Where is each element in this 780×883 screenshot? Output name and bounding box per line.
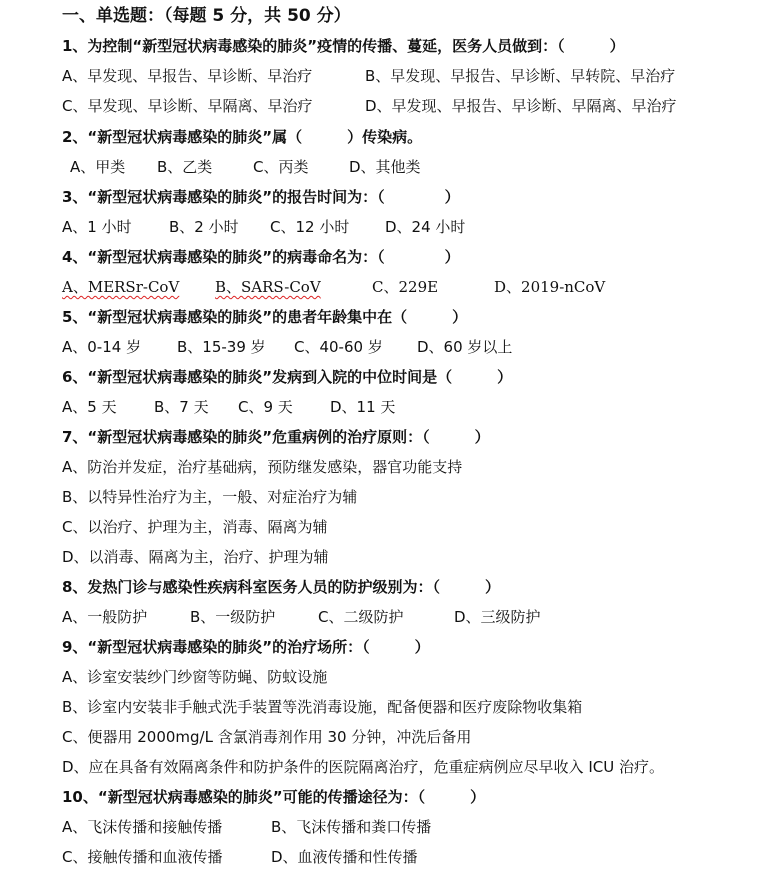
- question-4-option-b[interactable]: B、SARS-CoV: [215, 278, 321, 296]
- question-8-option-b[interactable]: B、一级防护: [190, 608, 276, 626]
- question-1-option-a[interactable]: A、早发现、早报告、早诊断、早治疗: [62, 67, 313, 85]
- question-8-option-a[interactable]: A、一般防护: [62, 608, 148, 626]
- question-5-option-d[interactable]: D、60 岁以上: [417, 338, 513, 356]
- question-9-option-b[interactable]: B、诊室内安装非手触式洗手装置等洗消毒设施，配备便器和医疗废除物收集箱: [62, 698, 583, 716]
- question-9-option-a[interactable]: A、诊室安装纱门纱窗等防蝇、防蚊设施: [62, 668, 328, 686]
- question-5-stem: 5、“新型冠状病毒感染的肺炎”的患者年龄集中在（ ）: [62, 308, 468, 326]
- question-5-option-a[interactable]: A、0-14 岁: [62, 338, 142, 356]
- question-3-stem: 3、“新型冠状病毒感染的肺炎”的报告时间为：（ ）: [62, 188, 460, 206]
- question-4-option-a[interactable]: A、MERSr-CoV: [62, 278, 180, 296]
- question-7-option-a[interactable]: A、防治并发症，治疗基础病，预防继发感染，器官功能支持: [62, 458, 463, 476]
- question-2-option-a[interactable]: A、甲类: [70, 158, 126, 176]
- question-1-option-b[interactable]: B、早发现、早报告、早诊断、早转院、早治疗: [365, 67, 676, 85]
- question-2-option-b[interactable]: B、乙类: [157, 158, 213, 176]
- question-10-options-row-1: [62, 816, 762, 838]
- question-3-option-a[interactable]: A、1 小时: [62, 218, 132, 236]
- question-2-option-c[interactable]: C、丙类: [253, 158, 309, 176]
- question-5-option-b[interactable]: B、15-39 岁: [177, 338, 266, 356]
- question-4-option-c[interactable]: C、229E: [372, 278, 439, 296]
- question-7-stem: 7、“新型冠状病毒感染的肺炎”危重病例的治疗原则：（ ）: [62, 428, 490, 446]
- question-9-option-c[interactable]: C、便器用 2000mg/L 含氯消毒剂作用 30 分钟，冲洗后备用: [62, 728, 472, 746]
- question-1-option-d[interactable]: D、早发现、早报告、早诊断、早隔离、早治疗: [365, 97, 677, 115]
- section-title: 一、单选题：（每题 5 分，共 50 分）: [62, 6, 351, 26]
- question-2-options: [62, 156, 762, 178]
- question-6-option-b[interactable]: B、7 天: [154, 398, 209, 416]
- question-3-option-b[interactable]: B、2 小时: [169, 218, 239, 236]
- question-1-option-c[interactable]: C、早发现、早诊断、早隔离、早治疗: [62, 97, 313, 115]
- question-1-stem: 1、为控制“新型冠状病毒感染的肺炎”疫情的传播、蔓延，医务人员做到：（ ）: [62, 37, 625, 55]
- question-10-option-c[interactable]: C、接触传播和血液传播: [62, 848, 223, 866]
- question-6-option-a[interactable]: A、5 天: [62, 398, 117, 416]
- question-7-option-c[interactable]: C、以治疗、护理为主，消毒、隔离为辅: [62, 518, 328, 536]
- question-2-option-d[interactable]: D、其他类: [349, 158, 421, 176]
- question-8-options: [62, 606, 762, 628]
- question-8-option-d[interactable]: D、三级防护: [454, 608, 541, 626]
- question-9-stem: 9、“新型冠状病毒感染的肺炎”的治疗场所：（ ）: [62, 638, 430, 656]
- question-8-stem: 8、发热门诊与感染性疾病科室医务人员的防护级别为：（ ）: [62, 578, 500, 596]
- question-10-option-a[interactable]: A、飞沫传播和接触传播: [62, 818, 223, 836]
- question-1-options-row-1: [62, 65, 762, 87]
- question-6-option-c[interactable]: C、9 天: [238, 398, 293, 416]
- question-8-option-c[interactable]: C、二级防护: [318, 608, 404, 626]
- question-3-option-c[interactable]: C、12 小时: [270, 218, 350, 236]
- question-2-stem: 2、“新型冠状病毒感染的肺炎”属（ ）传染病。: [62, 128, 423, 146]
- question-6-option-d[interactable]: D、11 天: [330, 398, 396, 416]
- question-10-stem: 10、“新型冠状病毒感染的肺炎”可能的传播途径为：（ ）: [62, 788, 486, 806]
- question-6-stem: 6、“新型冠状病毒感染的肺炎”发病到入院的中位时间是（ ）: [62, 368, 513, 386]
- question-5-option-c[interactable]: C、40-60 岁: [294, 338, 383, 356]
- question-4-stem: 4、“新型冠状病毒感染的肺炎”的病毒命名为：（ ）: [62, 248, 460, 266]
- question-9-option-d[interactable]: D、应在具备有效隔离条件和防护条件的医院隔离治疗，危重症病例应尽早收入 ICU 治疗。: [62, 758, 664, 776]
- question-3-option-d[interactable]: D、24 小时: [385, 218, 466, 236]
- question-10-option-d[interactable]: D、血液传播和性传播: [271, 848, 418, 866]
- question-10-options-row-2: [62, 846, 762, 868]
- question-7-option-d[interactable]: D、以消毒、隔离为主，治疗、护理为辅: [62, 548, 329, 566]
- question-4-options: [62, 276, 762, 298]
- question-4-option-d[interactable]: D、2019-nCoV: [494, 278, 606, 296]
- question-7-option-b[interactable]: B、以特异性治疗为主，一般、对症治疗为辅: [62, 488, 358, 506]
- question-1-options-row-2: [62, 95, 762, 117]
- question-6-options: [62, 396, 762, 418]
- question-10-option-b[interactable]: B、飞沫传播和粪口传播: [271, 818, 432, 836]
- question-3-options: [62, 216, 762, 238]
- question-5-options: [62, 336, 762, 358]
